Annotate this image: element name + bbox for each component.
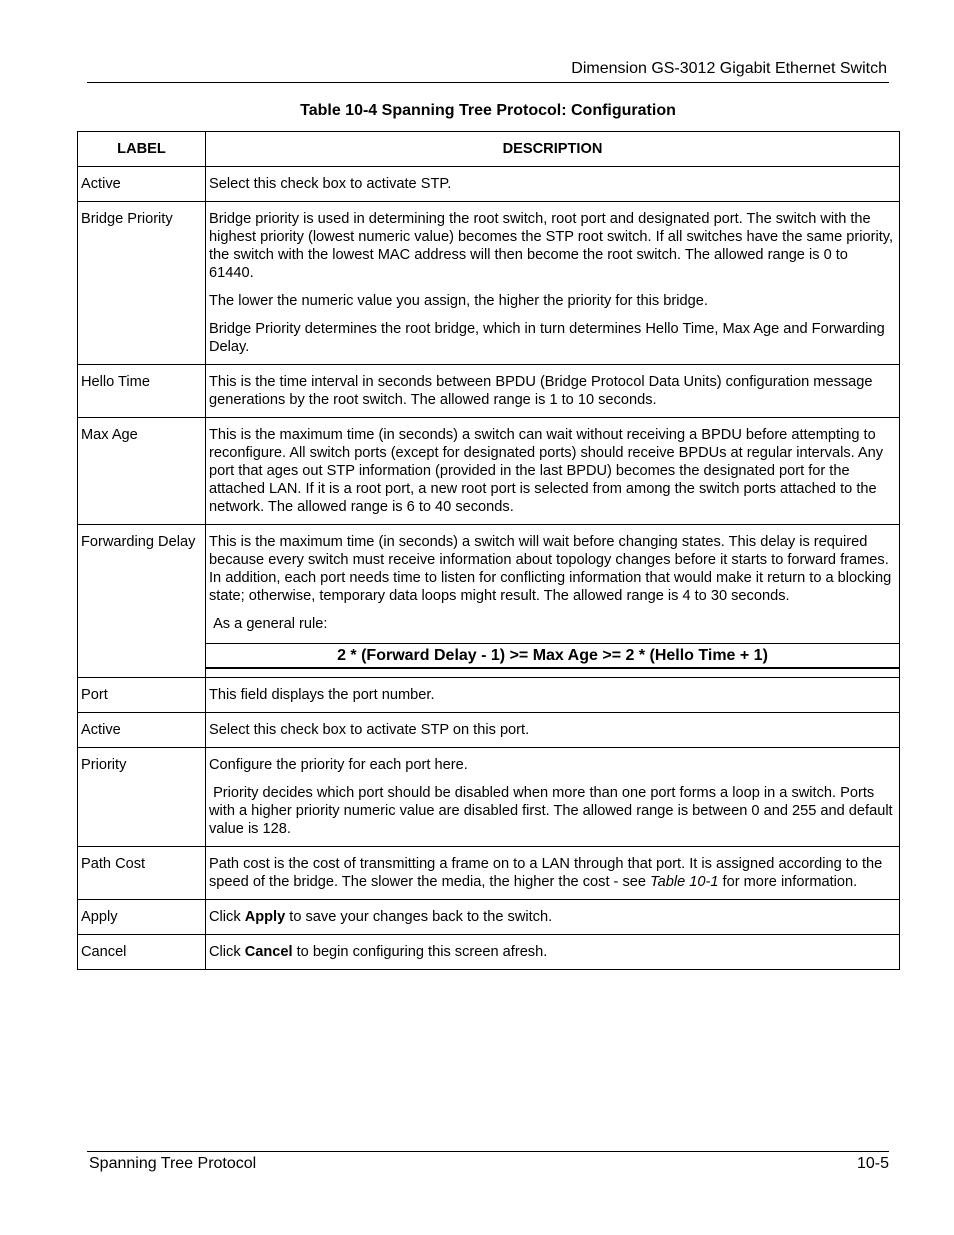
table-row [78, 847, 900, 900]
table-row [78, 748, 900, 847]
row-description [206, 202, 900, 365]
table-row [78, 202, 900, 365]
row-description [206, 418, 900, 525]
row-description [206, 935, 900, 970]
row-label: Port [78, 678, 206, 713]
description-paragraph: This is the maximum time (in seconds) a switch will wait before changing states. This delay is required because every switch must receive information about topology changes before it starts to forward frames. In addition, each port needs time to listen for conflicting information that would make it return to a blocking state; otherwise, temporary data loops might result. The allowed range is 4 to 30 seconds. [209, 534, 892, 604]
description-paragraph: Configure the priority for each port here. [209, 757, 468, 773]
description-paragraph: Select this check box to activate STP on this port. [209, 722, 530, 738]
table-row [78, 525, 900, 678]
description-paragraph: This is the maximum time (in seconds) a switch can wait without receiving a BPDU before attempting to reconfigure. All switch ports (except for designated ports) should receive BPDUs at regular intervals. Any port that ages out STP information (provided in the last BPDU) becomes the designated port for the attached LAN. If it is a root port, a new root port is selected from among the switch ports attached to the network. The allowed range is 6 to 40 seconds. [209, 427, 884, 515]
description-paragraph [209, 855, 896, 891]
row-label: Bridge Priority [78, 202, 206, 365]
description-paragraph: Bridge Priority determines the root bridge, which in turn determines Hello Time, Max Age and Forwarding Delay. [209, 321, 885, 355]
page-footer [87, 1151, 889, 1178]
button-name: Apply [244, 909, 286, 925]
table-row [78, 935, 900, 970]
row-description [206, 365, 900, 418]
general-rule-formula: 2 * (Forward Delay - 1) >= Max Age >= 2 * (Hello Time + 1) [206, 643, 899, 669]
row-description [206, 678, 900, 713]
row-label: Priority [78, 748, 206, 847]
description-paragraph [209, 943, 896, 961]
description-paragraph: This is the time interval in seconds between BPDU (Bridge Protocol Data Units) configuration message generations by the root switch. The allowed range is 1 to 10 seconds. [209, 374, 873, 408]
table-caption: Table 10-4 Spanning Tree Protocol: Configuration [300, 102, 676, 119]
page-number: 10-5 [856, 1155, 889, 1172]
row-label: Max Age [78, 418, 206, 525]
table-row [78, 678, 900, 713]
description-text: to save your changes back to the switch. [285, 909, 553, 925]
row-label: Active [78, 713, 206, 748]
row-description [206, 167, 900, 202]
table-row [78, 365, 900, 418]
row-label: Hello Time [78, 365, 206, 418]
description-text: Click [209, 909, 245, 925]
description-text: for more information. [718, 874, 858, 890]
table-header-row [78, 132, 900, 167]
description-text: to begin configuring this screen afresh. [292, 944, 548, 960]
row-label: Apply [78, 900, 206, 935]
configuration-table [77, 131, 900, 970]
table-reference: Table 10-1 [650, 874, 719, 890]
description-paragraph: As a general rule: [209, 616, 328, 632]
column-header-label: LABEL [78, 132, 206, 167]
description-paragraph [209, 908, 896, 926]
row-description [206, 748, 900, 847]
description-text: Click [209, 944, 245, 960]
row-label: Forwarding Delay [78, 525, 206, 678]
table-row [78, 418, 900, 525]
row-label: Cancel [78, 935, 206, 970]
button-name: Cancel [244, 944, 293, 960]
row-description [206, 525, 900, 678]
row-label: Active [78, 167, 206, 202]
description-paragraph: Bridge priority is used in determining the root switch, root port and designated port. The switch with the highest priority (lowest numeric value) becomes the STP root switch. If all switches have the same priority, the switch with the lowest MAC address will then become the root switch. The allowed range is 0 to 61440. [209, 211, 894, 281]
description-paragraph: This field displays the port number. [209, 687, 435, 703]
footer-section-title: Spanning Tree Protocol [89, 1155, 257, 1172]
row-description [206, 847, 900, 900]
table-row [78, 167, 900, 202]
description-text: Path cost is the cost of transmitting a frame on to a LAN through that port. It is assigned according to the speed of the bridge. The slower the media, the higher the cost - see [209, 856, 883, 890]
table-row [78, 713, 900, 748]
description-paragraph: Priority decides which port should be disabled when more than one port forms a loop in a switch. Ports with a higher priority numeric value are disabled first. The allowed range is between 0 and 255 and default value is 128. [209, 785, 897, 837]
page-header [87, 58, 889, 83]
row-description [206, 900, 900, 935]
row-label: Path Cost [78, 847, 206, 900]
description-paragraph: The lower the numeric value you assign, the higher the priority for this bridge. [209, 293, 708, 309]
table-row [78, 900, 900, 935]
header-title: Dimension GS-3012 Gigabit Ethernet Switch [571, 60, 887, 77]
column-header-description: DESCRIPTION [206, 132, 900, 167]
description-paragraph: Select this check box to activate STP. [209, 176, 452, 192]
row-description [206, 713, 900, 748]
